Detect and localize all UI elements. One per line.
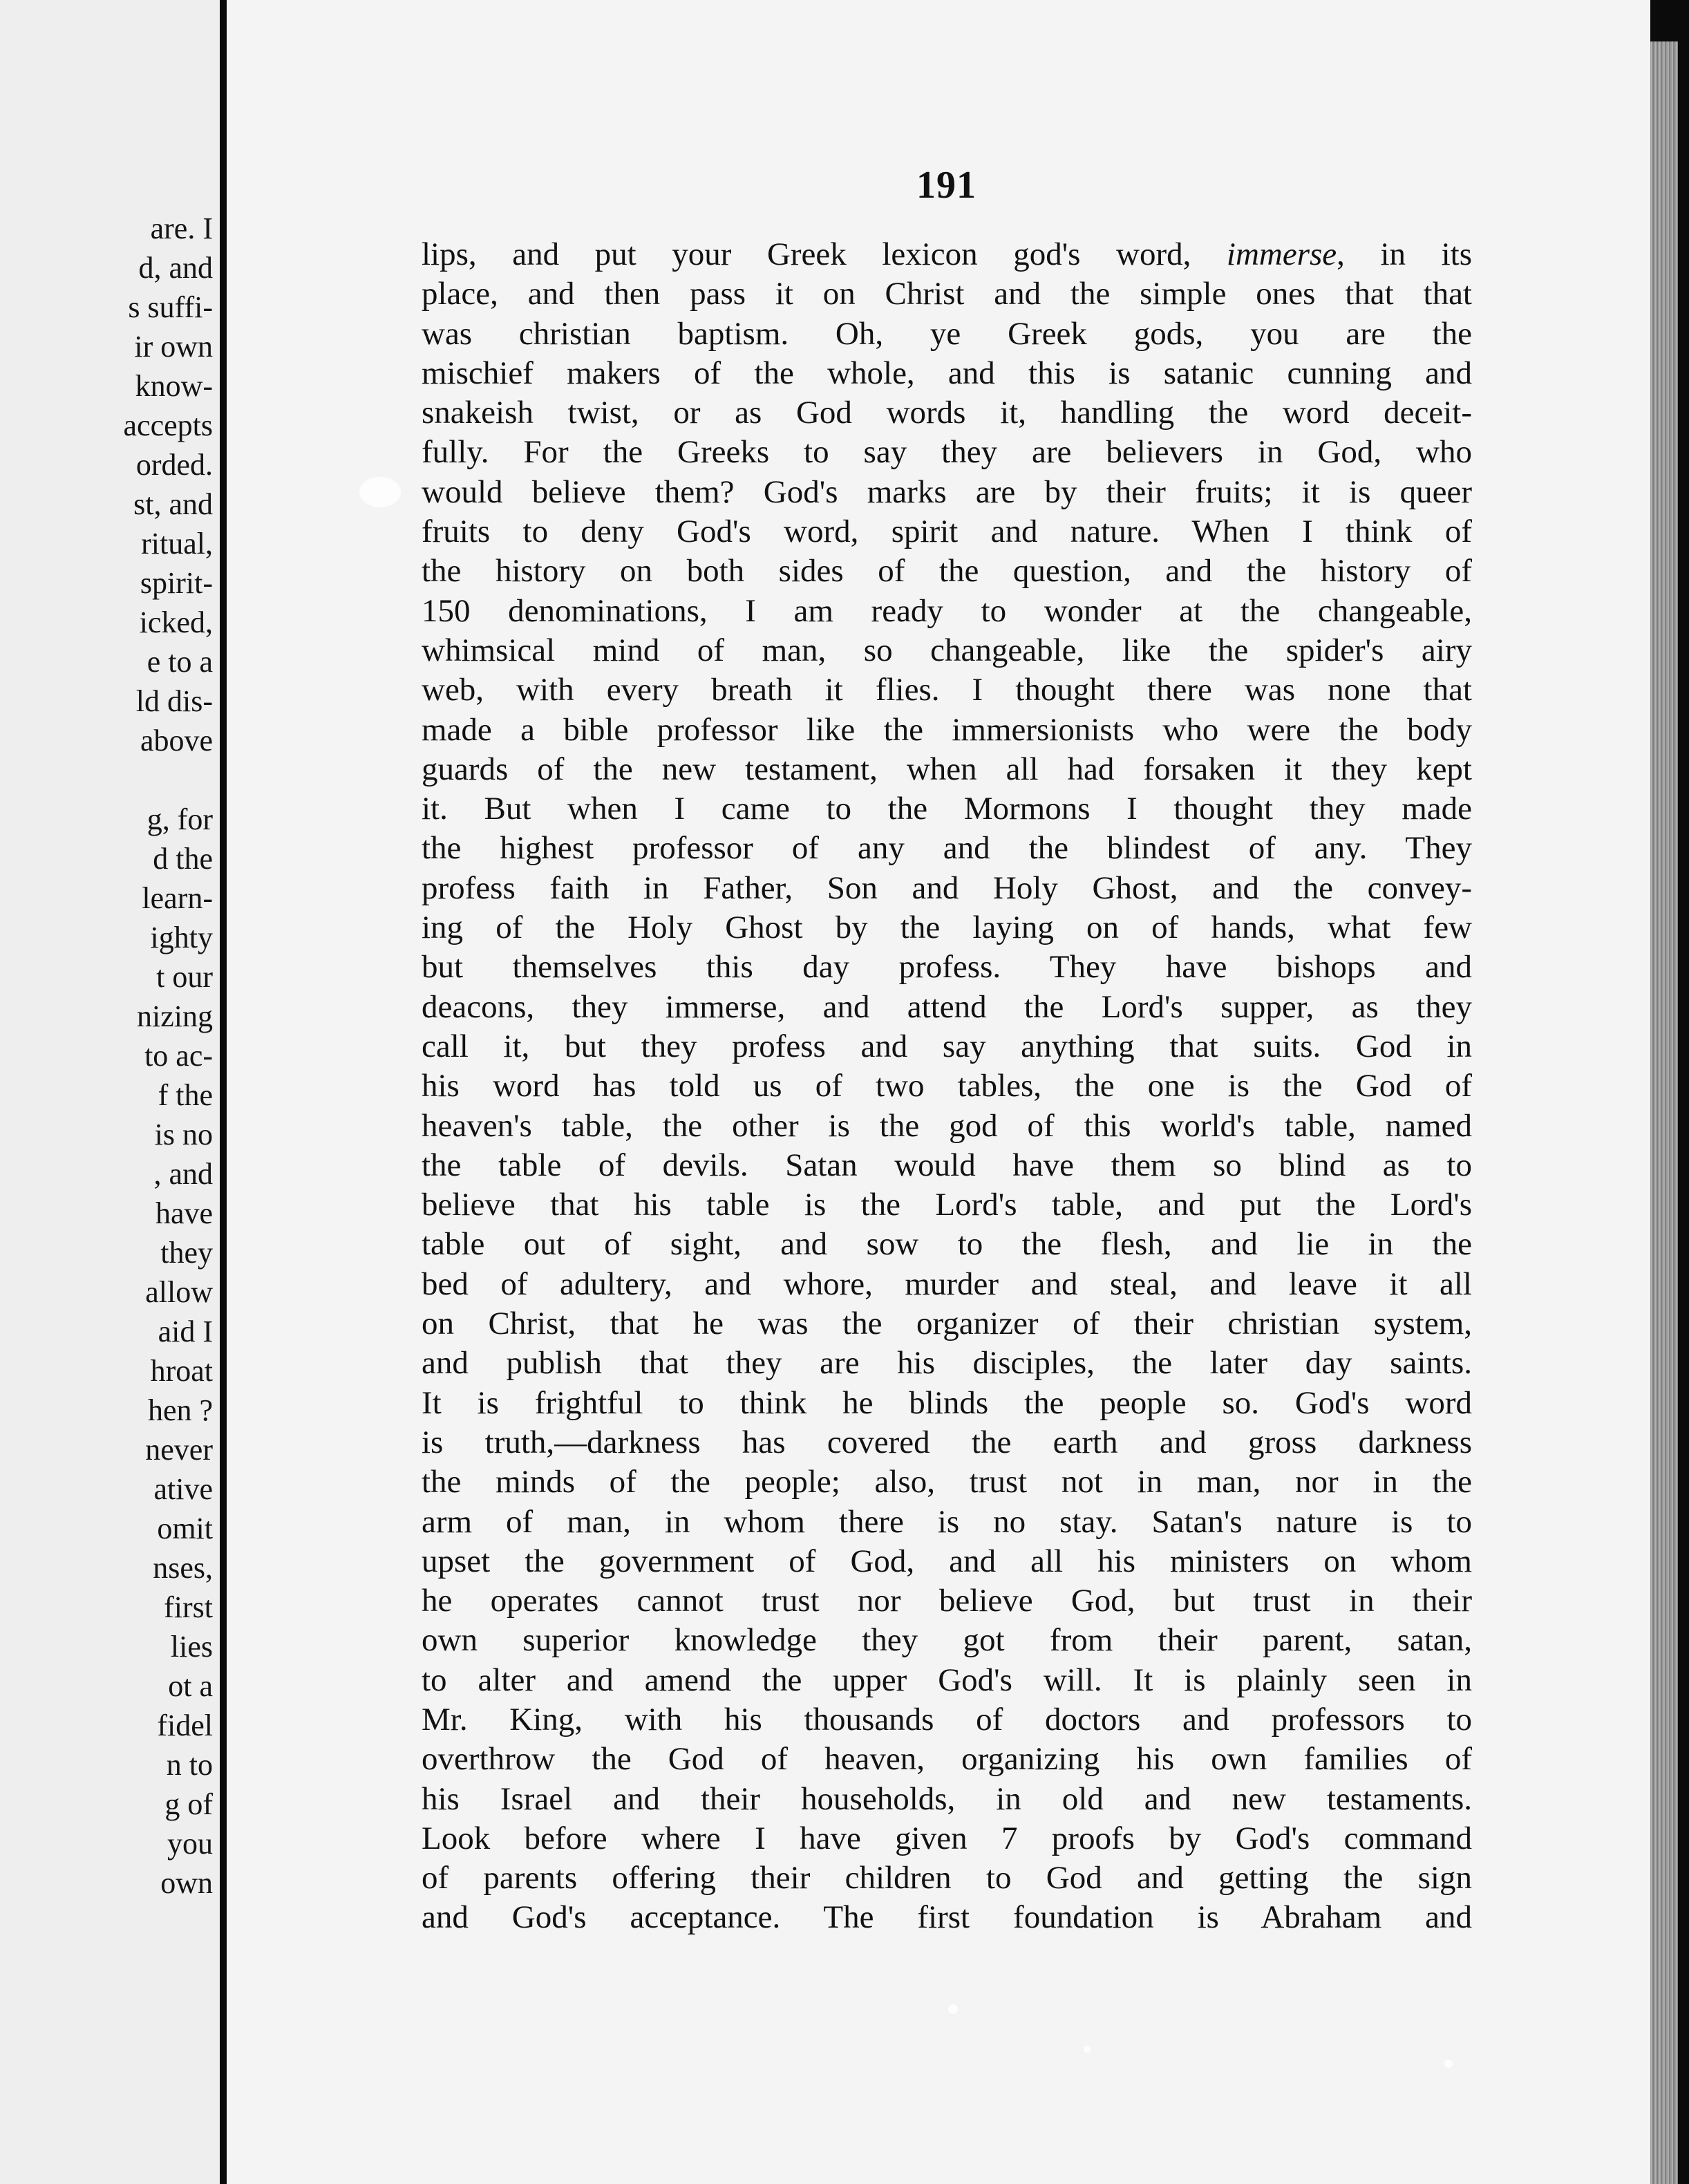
body-line: his word has told us of two tables, the one is the God of [422, 1068, 1472, 1104]
body-line: guards of the new testament, when all had forsaken it they kept [422, 751, 1472, 787]
facing-page-line: know- [135, 369, 213, 403]
facing-page-line: e to a [147, 645, 213, 679]
body-line: heaven's table, the other is the god of this world's table, named [422, 1107, 1472, 1144]
body-line: bed of adultery, and whore, murder and steal, and leave it all [422, 1265, 1472, 1302]
body-line: to alter and amend the upper God's will. It is plainly seen in [422, 1661, 1472, 1698]
facing-page-line: f the [158, 1078, 213, 1112]
body-line: whimsical mind of man, so changeable, like the spider's airy [422, 632, 1472, 668]
facing-page-line: first [164, 1590, 213, 1624]
facing-page-line: lies [170, 1630, 213, 1664]
body-line: own superior knowledge they got from their parent, satan, [422, 1622, 1472, 1659]
body-line: snakeish twist, or as God words it, handling the word deceit- [422, 395, 1472, 431]
body-line: table out of sight, and sow to the flesh, and lie in the [422, 1226, 1472, 1263]
facing-page-line: hen ? [147, 1393, 213, 1427]
facing-page-line: is no [154, 1118, 213, 1151]
page-stack-edge [1650, 41, 1678, 2184]
body-line: ing of the Holy Ghost by the laying on of hands, what few [422, 910, 1472, 946]
body-line: is truth,—darkness has covered the earth and gross darkness [422, 1424, 1472, 1460]
facing-page-line: orded. [135, 448, 213, 482]
facing-page-line: above [140, 724, 213, 757]
body-line: he operates cannot trust nor believe God, but trust in their [422, 1583, 1472, 1619]
facing-page-line: are. I [150, 211, 213, 245]
body-line: the history on both sides of the question, and the history of [422, 553, 1472, 590]
page-body-text [422, 235, 1472, 1938]
facing-page-line: ir own [134, 330, 213, 364]
facing-page-line: nses, [153, 1551, 213, 1585]
facing-page-line: nizing [137, 999, 213, 1033]
facing-page-line: to ac- [144, 1039, 213, 1073]
book-gutter [220, 0, 227, 2184]
facing-page-line: allow [145, 1275, 213, 1309]
body-line: web, with every breath it flies. I thought there was none that [422, 672, 1472, 708]
facing-page-line: fidel [157, 1708, 213, 1742]
body-line: his Israel and their households, in old and new testaments. [422, 1780, 1472, 1817]
facing-page-text-fragments [124, 209, 213, 1903]
facing-page-line: d the [153, 842, 213, 876]
body-line: It is frightful to think he blinds the people so. God's word [422, 1384, 1472, 1421]
scan-speck [359, 477, 401, 507]
body-line: Mr. King, with his thousands of doctors and professors to [422, 1701, 1472, 1738]
body-line: upset the government of God, and all his ministers on whom [422, 1543, 1472, 1579]
facing-page-line: ative [153, 1472, 213, 1506]
body-line: 150 denominations, I am ready to wonder at the changeable, [422, 592, 1472, 629]
facing-page-line: spirit- [140, 566, 213, 600]
italic-word: immerse [1226, 236, 1337, 272]
body-line: place, and then pass it on Christ and the simple ones that that [422, 276, 1472, 312]
facing-page-line: accepts [123, 408, 213, 442]
facing-page-line: g, for [147, 802, 213, 836]
body-line: of parents offering their children to God and getting the sign [422, 1860, 1472, 1896]
facing-page-line: s suffi- [128, 290, 213, 324]
facing-page-line: st, and [133, 487, 213, 521]
scan-speck [948, 2004, 958, 2014]
body-line: on Christ, that he was the organizer of their christian system, [422, 1306, 1472, 1342]
facing-page-line: ld dis- [135, 684, 213, 718]
facing-page-line: have [155, 1196, 213, 1230]
facing-page-line: you [167, 1827, 213, 1861]
body-line: was christian baptism. Oh, ye Greek gods, you are the [422, 315, 1472, 352]
facing-page-line: ritual, [141, 527, 213, 561]
facing-page-line: n to [166, 1748, 213, 1782]
facing-page-line: own [160, 1866, 213, 1900]
facing-page-line: hroat [150, 1354, 213, 1388]
facing-page-line: t our [156, 960, 213, 994]
body-line: fully. For the Greeks to say they are believers in God, who [422, 434, 1472, 471]
facing-page-line: g of [164, 1787, 213, 1821]
facing-page-line: , and [153, 1157, 213, 1191]
facing-page-line: learn- [142, 881, 213, 915]
scan-speck [1444, 2060, 1453, 2068]
facing-page-line: they [160, 1236, 213, 1270]
body-line: call it, but they profess and say anything that suits. God in [422, 1028, 1472, 1064]
facing-page-left [0, 0, 220, 2184]
body-line: made a bible professor like the immersionists who were the body [422, 711, 1472, 748]
facing-page-line: ot a [168, 1669, 213, 1703]
page-number: 191 [916, 164, 976, 207]
body-line: mischief makers of the whole, and this is satanic cunning and [422, 355, 1472, 391]
body-line: lips, and put your Greek lexicon god's word, immerse, in its [422, 236, 1472, 272]
body-line: fruits to deny God's word, spirit and nature. When I think of [422, 514, 1472, 550]
body-line: and God's acceptance. The first foundation is Abraham and [422, 1899, 1472, 1936]
body-line: the table of devils. Satan would have them so blind as to [422, 1147, 1472, 1183]
body-line: profess faith in Father, Son and Holy Ghost, and the convey- [422, 869, 1472, 906]
facing-page-line: d, and [138, 251, 213, 285]
facing-page-line: never [145, 1433, 213, 1467]
body-line: and publish that they are his disciples, the later day saints. [422, 1345, 1472, 1382]
body-line: it. But when I came to the Mormons I thought they made [422, 791, 1472, 827]
body-line: overthrow the God of heaven, organizing his own families of [422, 1741, 1472, 1778]
facing-page-line: aid I [158, 1315, 213, 1348]
facing-page-line: icked, [139, 605, 213, 639]
body-line: the minds of the people; also, trust not in man, nor in the [422, 1464, 1472, 1500]
body-line: believe that his table is the Lord's table, and put the Lord's [422, 1187, 1472, 1223]
body-line: the highest professor of any and the blindest of any. They [422, 830, 1472, 867]
body-line: Look before where I have given 7 proofs by God's command [422, 1820, 1472, 1856]
body-line: but themselves this day profess. They have bishops and [422, 949, 1472, 986]
body-line: deacons, they immerse, and attend the Lord's supper, as they [422, 988, 1472, 1025]
facing-page-line: ighty [150, 921, 213, 954]
body-line: arm of man, in whom there is no stay. Satan's nature is to [422, 1503, 1472, 1540]
facing-page-line [124, 760, 213, 800]
facing-page-line: omit [157, 1512, 213, 1545]
body-line: would believe them? God's marks are by their fruits; it is queer [422, 473, 1472, 510]
scan-speck [1084, 2046, 1091, 2053]
